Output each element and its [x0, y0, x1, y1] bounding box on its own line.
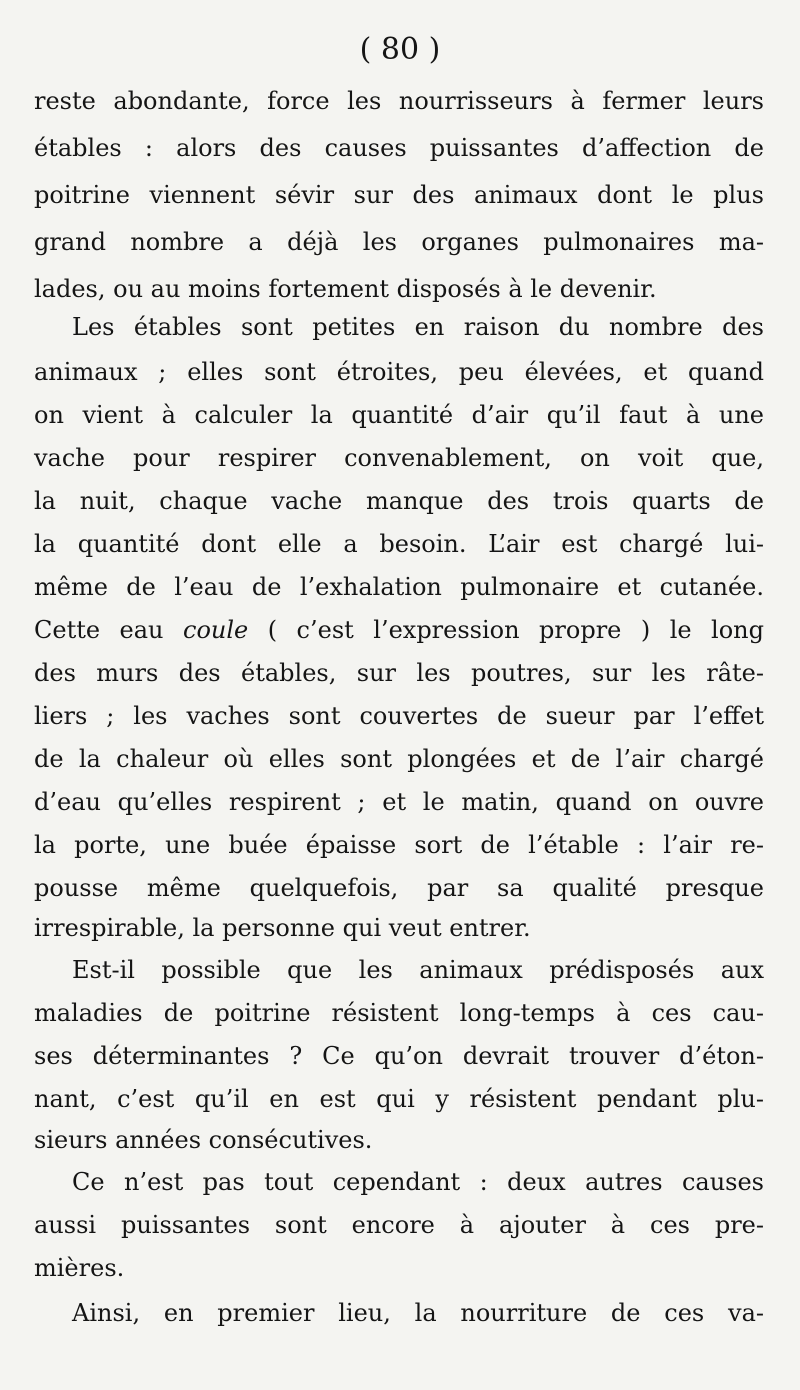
paragraph-first-line: Ainsi, en premier lieu, la nourriture de ces va- — [72, 1299, 764, 1327]
text-line: lades, ou au moins fortement disposés à le devenir. — [34, 275, 657, 303]
text-line-with-italic — [34, 608, 764, 652]
text-segment: ( c’est l’expression propre ) le long — [248, 616, 764, 644]
text-line: on vient à calculer la quantité d’air qu’il faut à une — [34, 401, 764, 429]
text-line: animaux ; elles sont étroites, peu élevées, et quand — [34, 358, 764, 386]
text-line: ses déterminantes ? Ce qu’on devrait trouver d’éton- — [34, 1042, 764, 1070]
text-line: la quantité dont elle a besoin. L’air est chargé lui- — [34, 530, 764, 558]
text-segment: Cette eau — [34, 616, 183, 644]
text-line: maladies de poitrine résistent long-temps à ces cau- — [34, 999, 764, 1027]
text-line: sieurs années consécutives. — [34, 1126, 373, 1154]
text-line: mières. — [34, 1254, 125, 1282]
text-line: étables : alors des causes puissantes d’affection de — [34, 134, 764, 162]
text-line: grand nombre a déjà les organes pulmonaires ma- — [34, 228, 764, 256]
text-line: nant, c’est qu’il en est qui y résistent pendant plu- — [34, 1085, 764, 1113]
text-line: la porte, une buée épaisse sort de l’étable : l’air re- — [34, 831, 764, 859]
text-line: irrespirable, la personne qui veut entrer. — [34, 914, 531, 942]
text-line: poitrine viennent sévir sur des animaux dont le plus — [34, 181, 764, 209]
text-line: des murs des étables, sur les poutres, sur les râte- — [34, 659, 764, 687]
text-line: aussi puissantes sont encore à ajouter à ces pre- — [34, 1211, 764, 1239]
text-line: vache pour respirer convenablement, on voit que, — [34, 444, 764, 472]
text-line: reste abondante, force les nourrisseurs à fermer leurs — [34, 87, 764, 115]
text-line: même de l’eau de l’exhalation pulmonaire et cutanée. — [34, 573, 764, 601]
paragraph-first-line: Les étables sont petites en raison du nombre des — [72, 313, 764, 341]
paragraph-first-line: Ce n’est pas tout cependant : deux autres causes — [72, 1168, 764, 1196]
paragraph-first-line: Est-il possible que les animaux prédisposés aux — [72, 956, 764, 984]
page-number: ( 80 ) — [359, 32, 441, 67]
text-line: d’eau qu’elles respirent ; et le matin, quand on ouvre — [34, 788, 764, 816]
text-line: la nuit, chaque vache manque des trois quarts de — [34, 487, 764, 515]
text-line: liers ; les vaches sont couvertes de sueur par l’effet — [34, 702, 764, 730]
italic-word: coule — [183, 616, 249, 644]
text-line: pousse même quelquefois, par sa qualité presque — [34, 874, 764, 902]
text-line: de la chaleur où elles sont plongées et de l’air chargé — [34, 745, 764, 773]
